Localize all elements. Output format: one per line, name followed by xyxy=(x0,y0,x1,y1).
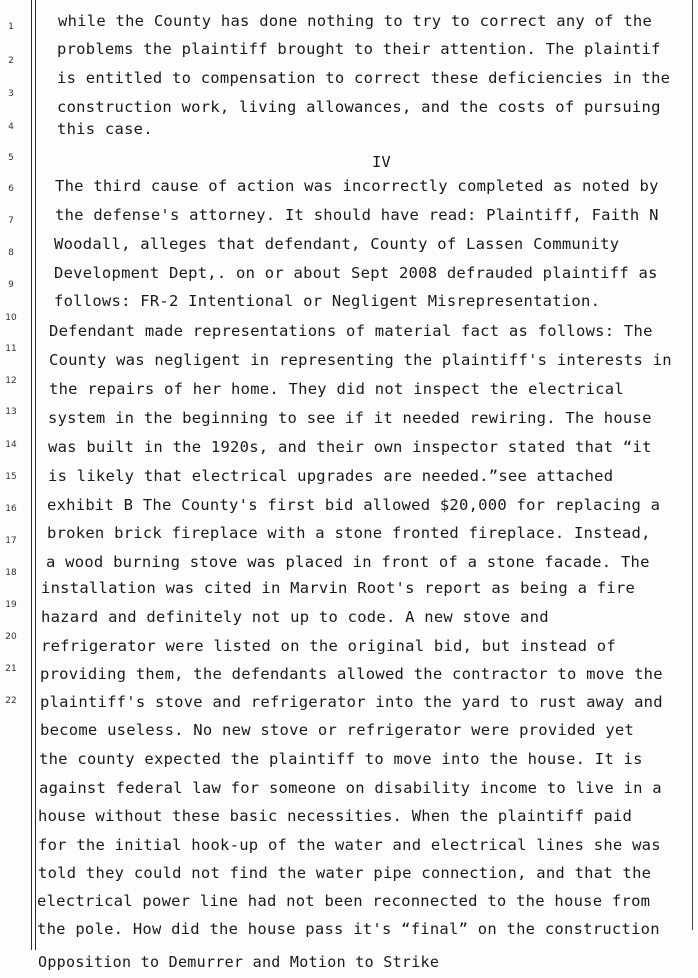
line-number: 1 xyxy=(8,22,14,32)
line-number: 18 xyxy=(5,568,17,578)
margin-rule-right xyxy=(692,0,693,930)
text-line: while the County has done nothing to try to correct any of the xyxy=(58,12,653,30)
text-line: become useless. No new stove or refrigerator were provided yet xyxy=(40,721,635,739)
line-number: 2 xyxy=(8,56,14,66)
text-line: told they could not find the water pipe connection, and that the xyxy=(38,864,652,882)
line-number: 10 xyxy=(5,313,17,323)
text-line: for the initial hook-up of the water and electrical lines she was xyxy=(38,836,661,854)
line-number: 20 xyxy=(5,632,17,642)
text-line: Development Dept,. on or about Sept 2008 defrauded plaintiff as xyxy=(54,264,658,282)
text-line: installation was cited in Marvin Root's report as being a fire xyxy=(41,579,636,597)
text-line: hazard and definitely not up to code. A new stove and xyxy=(41,608,549,626)
text-line: Woodall, alleges that defendant, County of Lassen Community xyxy=(54,235,620,253)
text-line: a wood burning stove was placed in front of a stone facade. The xyxy=(46,553,650,571)
text-line: County was negligent in representing the plaintiff's interests in xyxy=(49,351,672,369)
line-number: 4 xyxy=(8,122,14,132)
text-line: electrical power line had not been reconnected to the house from xyxy=(37,892,651,910)
line-number: 12 xyxy=(5,376,17,386)
text-line: the defense's attorney. It should have read: Plaintiff, Faith N xyxy=(55,206,659,224)
text-line: against federal law for someone on disability income to live in a xyxy=(39,779,662,797)
text-line: was built in the 1920s, and their own inspector stated that “it xyxy=(48,438,652,456)
text-line: this case. xyxy=(57,120,153,138)
line-number: 14 xyxy=(5,440,17,450)
section-heading: IV xyxy=(372,153,391,171)
line-number: 17 xyxy=(5,536,17,546)
line-number: 13 xyxy=(5,407,17,417)
text-line: exhibit B The County's first bid allowed $20,000 for replacing a xyxy=(47,496,661,514)
line-number: 11 xyxy=(5,344,17,354)
line-number: 6 xyxy=(8,184,14,194)
line-number: 21 xyxy=(5,664,17,674)
text-line: house without these basic necessities. When the plaintiff paid xyxy=(38,807,633,825)
line-number: 16 xyxy=(5,504,17,514)
line-number: 22 xyxy=(5,696,17,706)
line-number: 5 xyxy=(8,153,14,163)
line-number: 15 xyxy=(5,472,17,482)
margin-rule-left xyxy=(31,0,32,950)
text-line: the pole. How did the house pass it's “final” on the construction xyxy=(37,920,660,938)
line-number: 3 xyxy=(8,89,14,99)
text-line: is entitled to compensation to correct these deficiencies in the xyxy=(57,69,671,87)
text-line: follows: FR-2 Intentional or Negligent Misrepresentation. xyxy=(54,292,601,310)
text-line: Defendant made representations of material fact as follows: The xyxy=(49,322,653,340)
text-line: providing them, the defendants allowed the contractor to move the xyxy=(40,665,663,683)
text-line: refrigerator were listed on the original bid, but instead of xyxy=(41,637,616,655)
text-line: broken brick fireplace with a stone fronted fireplace. Instead, xyxy=(47,524,651,542)
line-number: 8 xyxy=(8,248,14,258)
text-line: plaintiff's stove and refrigerator into the yard to rust away and xyxy=(40,693,663,711)
text-line: problems the plaintiff brought to their attention. The plaintif xyxy=(57,40,661,58)
text-line: system in the beginning to see if it needed rewiring. The house xyxy=(48,409,652,427)
text-line: The third cause of action was incorrectly completed as noted by xyxy=(55,177,659,195)
text-line: the repairs of her home. They did not inspect the electrical xyxy=(49,380,624,398)
text-line: is likely that electrical upgrades are needed.”see attached xyxy=(48,467,614,485)
line-number: 7 xyxy=(8,216,14,226)
line-number: 9 xyxy=(8,280,14,290)
text-line: the county expected the plaintiff to move into the house. It is xyxy=(39,750,643,768)
margin-rule-left-inner xyxy=(35,0,36,950)
line-number: 19 xyxy=(5,600,17,610)
text-line: construction work, living allowances, and the costs of pursuing xyxy=(57,98,661,116)
document-footer: Opposition to Demurrer and Motion to Strike xyxy=(38,953,440,971)
